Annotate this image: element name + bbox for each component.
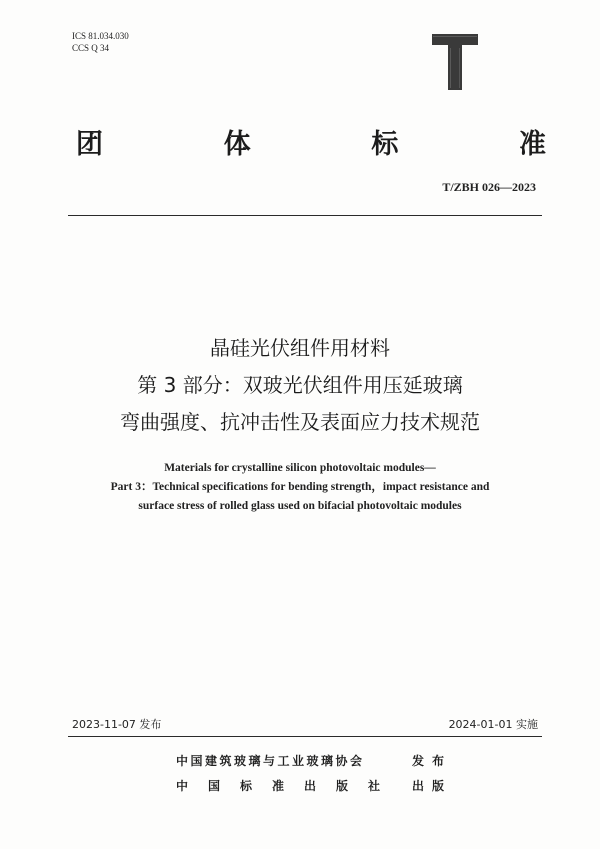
implement-date: 2024-01-01 实施 <box>448 718 538 731</box>
chinese-title-line: 第 3 部分：双玻光伏组件用压延玻璃 <box>137 373 463 397</box>
publish-date: 2023-11-07 发布 <box>72 718 162 731</box>
standard-type-char: 准 <box>518 129 546 160</box>
standard-type-char: 体 <box>223 129 251 160</box>
publishing-house: 中国标准出版社 <box>176 779 401 793</box>
english-title-line: surface stress of rolled glass used on bifacial photovoltaic modules <box>138 500 462 512</box>
standard-type-char: 团 <box>76 129 103 160</box>
chinese-title-line: 弯曲强度、抗冲击性及表面应力技术规范 <box>120 410 480 434</box>
publishing-organization: 中国建筑玻璃与工业玻璃协会 <box>176 754 365 768</box>
english-title-line: Materials for crystalline silicon photovoltaic modules— <box>164 462 436 474</box>
chinese-title <box>40 330 560 441</box>
publishing-role: 发布 <box>412 754 453 768</box>
bottom-divider <box>68 736 542 737</box>
publishing-house-role: 出版 <box>412 779 453 793</box>
english-title-line: Part 3：Technical specifications for bending strength，impact resistance and <box>110 481 490 493</box>
standard-number: T/ZBH 026—2023 <box>442 180 536 194</box>
ics-code: ICS 81.034.030 <box>72 31 129 41</box>
classification-codes <box>72 30 129 54</box>
standard-type-heading <box>76 122 546 161</box>
chinese-title-line: 晶硅光伏组件用材料 <box>210 336 390 360</box>
top-divider <box>68 215 542 216</box>
date-row <box>72 716 538 732</box>
english-title <box>40 459 560 516</box>
ccs-code: CCS Q 34 <box>72 43 110 53</box>
standard-t-logo <box>432 30 478 92</box>
standard-type-char: 标 <box>371 129 399 160</box>
